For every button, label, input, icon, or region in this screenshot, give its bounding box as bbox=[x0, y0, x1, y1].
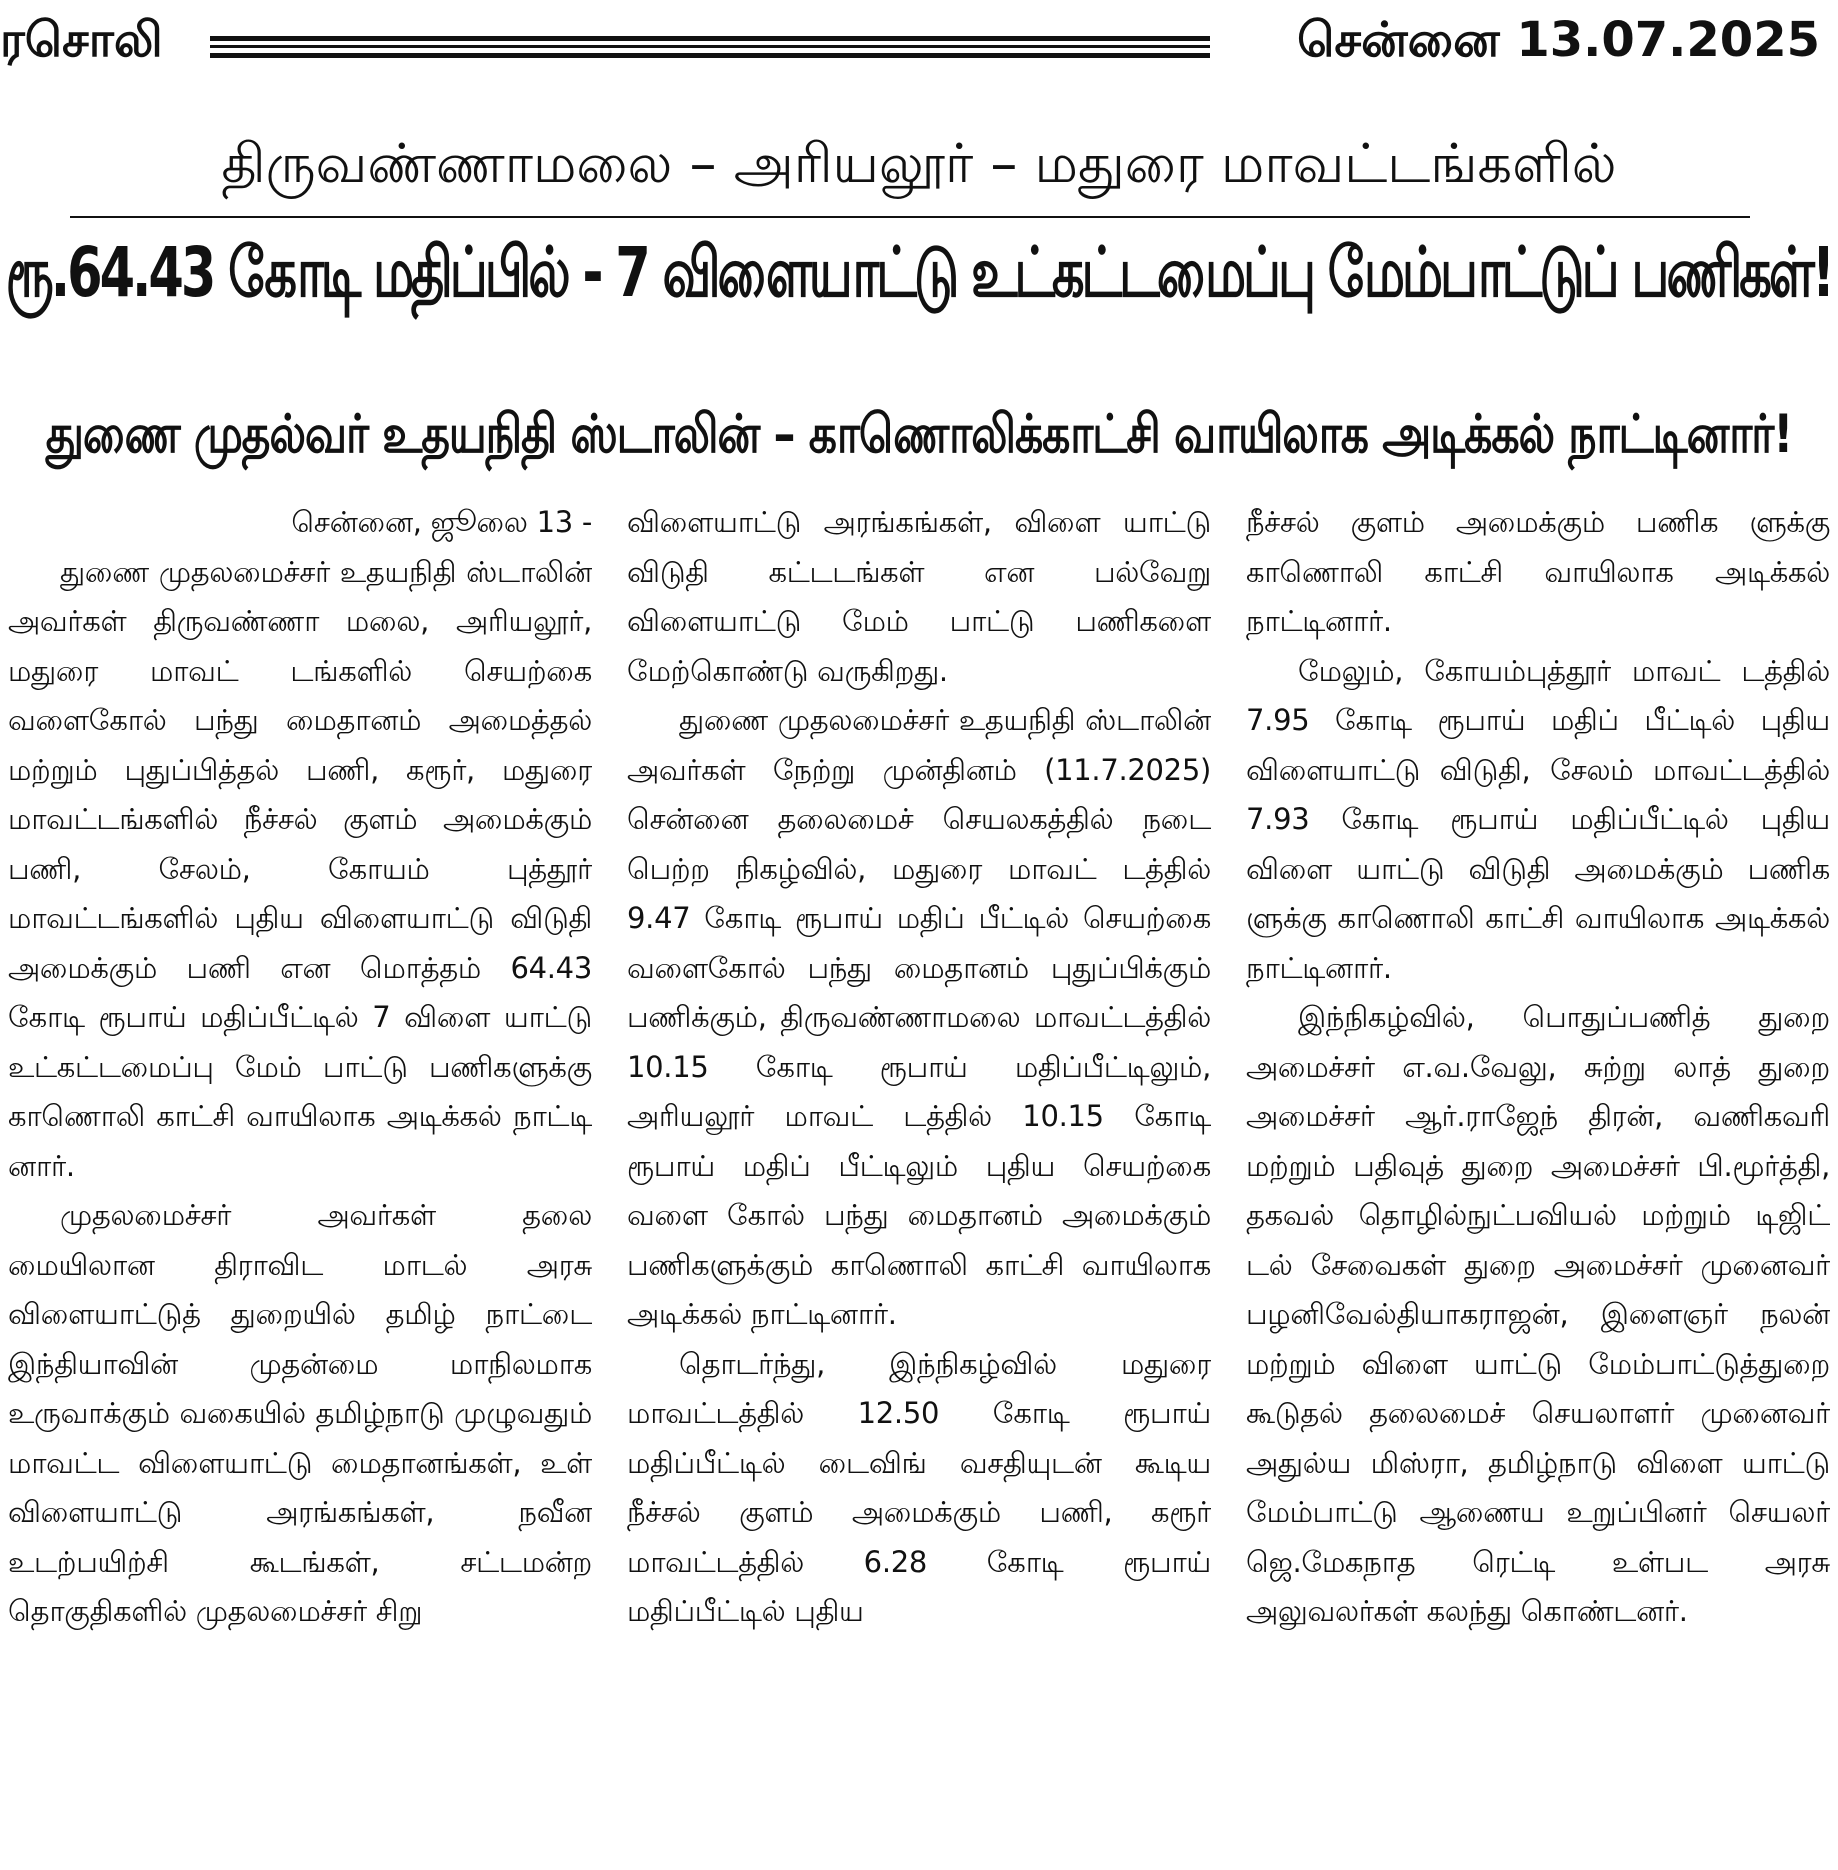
column-1 bbox=[8, 498, 592, 1868]
subheadline: துணை முதல்வர் உதயநிதி ஸ்டாலின் – காணொலிக்காட்சி வாயிலாக அடிக்கல் நாட்டினார்! bbox=[45, 404, 1793, 466]
headline: ரூ.64.43 கோடி மதிப்பில் - 7 விளையாட்டு உட்கட்டமைப்பு மேம்பாட்டுப் பணிகள்! bbox=[5, 234, 1833, 314]
kicker-divider bbox=[70, 216, 1750, 218]
paragraph: விளையாட்டு அரங்கங்கள், விளை யாட்டு விடுதி கட்டடங்கள் என பல்வேறு விளையாட்டு மேம் பாட்டு பணிகளை மேற்கொண்டு வருகிறது. bbox=[627, 505, 1211, 688]
article-columns bbox=[8, 498, 1830, 1868]
city-date: சென்னை 13.07.2025 bbox=[1297, 12, 1820, 68]
masthead-rule bbox=[210, 36, 1210, 58]
paragraph: தொடர்ந்து, இந்நிகழ்வில் மதுரை மாவட்டத்தில் 12.50 கோடி ரூபாய் மதிப்பீட்டில் டைவிங் வசதியுடன் கூடிய நீச்சல் குளம் அமைக்கும் பணி, கரூர் மாவட்டத்தில் 6.28 கோடி ரூபாய் மதிப்பீட்டில் புதிய bbox=[627, 1346, 1211, 1628]
paragraph: மேலும், கோயம்புத்தூர் மாவட் டத்தில் 7.95 கோடி ரூபாய் மதிப் பீட்டில் புதிய விளையாட்டு விடுதி, சேலம் மாவட்டத்தில் 7.93 கோடி ரூபாய் மதிப்பீட்டில் புதிய விளை யாட்டு விடுதி அமைக்கும் பணிக ளுக்கு காணொலி காட்சி வாயிலாக அடிக்கல் நாட்டினார். bbox=[1246, 653, 1830, 985]
masthead bbox=[0, 10, 1838, 80]
dateline: சென்னை, ஜூலை 13 - bbox=[291, 505, 592, 539]
column-3 bbox=[1246, 498, 1830, 1868]
paragraph: துணை முதலமைச்சர் உதயநிதி ஸ்டாலின் அவர்கள் நேற்று முன்தினம் (11.7.2025) சென்னை தலைமைச் செயலகத்தில் நடை பெற்ற நிகழ்வில், மதுரை மாவட் டத்தில் 9.47 கோடி ரூபாய் மதிப் பீட்டில் செயற்கை வளைகோல் பந்து மைதானம் புதுப்பிக்கும் பணிக்கும், திருவண்ணாமலை மாவட்டத்தில் 10.15 கோடி ரூபாய் மதிப்பீட்டிலும், அரியலூர் மாவட் டத்தில் 10.15 கோடி ரூபாய் மதிப் பீட்டிலும் புதிய செயற்கை வளை கோல் பந்து மைதானம் அமைக்கும் பணிகளுக்கும் காணொலி காட்சி வாயிலாக அடிக்கல் நாட்டினார். bbox=[627, 703, 1211, 1331]
paragraph: துணை முதலமைச்சர் உதயநிதி ஸ்டாலின் அவர்கள் திருவண்ணா மலை, அரியலூர், மதுரை மாவட் டங்களில் செயற்கை வளைகோல் பந்து மைதானம் அமைத்தல் மற்றும் புதுப்பித்தல் பணி, கரூர், மதுரை மாவட்டங்களில் நீச்சல் குளம் அமைக்கும் பணி, சேலம், கோயம் புத்தூர் மாவட்டங்களில் புதிய விளையாட்டு விடுதி அமைக்கும் பணி என மொத்தம் 64.43 கோடி ரூபாய் மதிப்பீட்டில் 7 விளை யாட்டு உட்கட்டமைப்பு மேம் பாட்டு பணிகளுக்கு காணொலி காட்சி வாயிலாக அடிக்கல் நாட்டி னார். bbox=[8, 554, 592, 1183]
paragraph: முதலமைச்சர் அவர்கள் தலை மையிலான திராவிட மாடல் அரசு விளையாட்டுத் துறையில் தமிழ் நாட்டை இந்தியாவின் முதன்மை மாநிலமாக உருவாக்கும் வகையில் தமிழ்நாடு முழுவதும் மாவட்ட விளையாட்டு மைதானங்கள், உள் விளையாட்டு அரங்கங்கள், நவீன உடற்பயிற்சி கூடங்கள், சட்டமன்ற தொகுதிகளில் முதலமைச்சர் சிறு bbox=[8, 1198, 592, 1628]
column-2 bbox=[627, 498, 1211, 1868]
paragraph: நீச்சல் குளம் அமைக்கும் பணிக ளுக்கு காணொலி காட்சி வாயிலாக அடிக்கல் நாட்டினார். bbox=[1246, 505, 1830, 638]
paragraph: இந்நிகழ்வில், பொதுப்பணித் துறை அமைச்சர் எ.வ.வேலு, சுற்று லாத் துறை அமைச்சர் ஆர்.ராஜேந் திரன், வணிகவரி மற்றும் பதிவுத் துறை அமைச்சர் பி.மூர்த்தி, தகவல் தொழில்நுட்பவியல் மற்றும் டிஜிட் டல் சேவைகள் துறை அமைச்சர் முனைவர் பழனிவேல்தியாகராஜன், இளைஞர் நலன் மற்றும் விளை யாட்டு மேம்பாட்டுத்துறை கூடுதல் தலைமைச் செயலாளர் முனைவர் அதுல்ய மிஸ்ரா, தமிழ்நாடு விளை யாட்டு மேம்பாட்டு ஆணைய உறுப்பினர் செயலர் ஜெ.மேகநாத ரெட்டி உள்பட அரசு அலுவலர்கள் கலந்து கொண்டனர். bbox=[1246, 1000, 1830, 1628]
newspaper-name: ரசொலி bbox=[0, 12, 163, 68]
kicker: திருவண்ணாமலை – அரியலூர் – மதுரை மாவட்டங்களில் bbox=[221, 132, 1617, 195]
